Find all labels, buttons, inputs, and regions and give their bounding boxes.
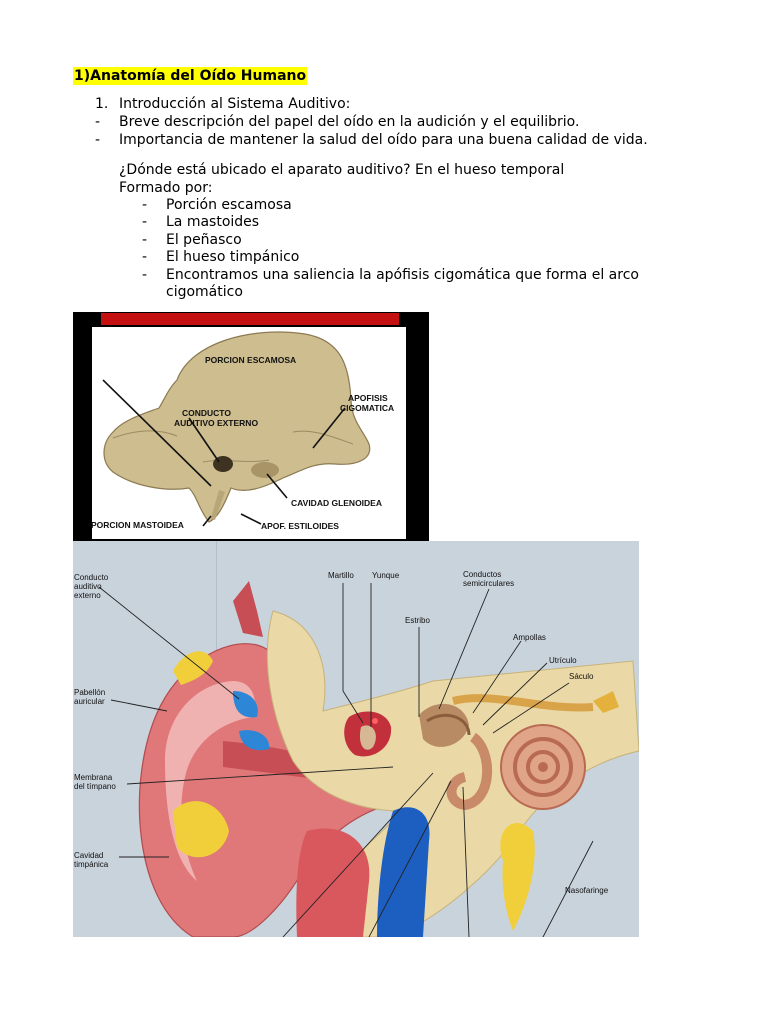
parts-list [142,197,646,301]
location-question: ¿Dónde está ubicado el aparato auditivo? En el hueso temporal [119,162,565,178]
list-item [95,131,648,149]
label-yunque: Yunque [372,571,400,580]
location-paragraph [119,162,564,197]
label-pabellon: Pabellón [74,688,106,697]
list-dash: - [142,266,148,283]
label-saculo: Sáculo [569,672,594,681]
list-item-text: Importancia de mantener la salud del oído para una buena calidad de vida. [119,132,648,148]
list-item-text: Breve descripción del papel del oído en la audición y el equilibrio. [119,114,580,130]
list-item [95,95,648,113]
label-ampollas: Ampollas [513,633,546,642]
list-item [142,214,646,231]
list-dash: - [95,114,101,130]
list-dash: - [142,249,148,266]
list-item [95,113,648,131]
temporal-bone-figure [73,312,429,542]
label-utriculo: Utrículo [549,656,577,665]
list-item-text: El hueso timpánico [166,249,300,266]
label-cavidad: Cavidad [74,851,104,860]
label-porcion-mastoidea: PORCION MASTOIDEA [91,520,184,530]
label-semicirculares: semicirculares [463,579,515,588]
label-timpanica: timpánica [74,860,109,869]
label-conducto: CONDUCTO [182,408,231,418]
label-cigomatica: CIGOMATICA [340,403,395,413]
list-item [142,197,646,214]
list-item-text: La mastoides [166,214,260,231]
list-item-text: Porción escamosa [166,197,292,213]
list-item-text: El peñasco [166,231,242,248]
label-martillo: Martillo [328,571,354,580]
list-item [142,232,646,249]
list-item [142,267,646,302]
formed-by-label: Formado por: [119,179,213,196]
section-heading: 1)Anatomía del Oído Humano [74,68,307,84]
label-auditivo-externo: AUDITIVO EXTERNO [174,418,259,428]
label-porcion-escamosa: PORCION ESCAMOSA [205,355,297,365]
label-auditivo: auditivo [74,582,102,591]
list-dash: - [142,214,148,231]
list-dash: - [142,197,148,213]
figure-top-band [101,313,399,325]
list-dash: - [142,231,148,248]
label-membrana: Membrana [74,773,113,782]
label-estribo: Estribo [405,616,430,625]
label-del-timpano: del tímpano [74,782,116,791]
label-apofisis: APOFISIS [348,393,388,403]
label-nasofaringe: Nasofaringe [565,886,609,895]
ear-anatomy-figure [73,541,639,937]
list-item [142,249,646,266]
label-apof-estiloides: APOF. ESTILOIDES [261,521,339,531]
label-externo: externo [74,591,101,600]
label-auricular: auricular [74,697,105,706]
list-number: 1. [95,96,109,112]
label-cavidad-glenoidea: CAVIDAD GLENOIDEA [291,498,382,508]
list-item-text: Introducción al Sistema Auditivo: [119,96,351,112]
list-item-text: Encontramos una saliencia la apófisis cigomática que forma el arco cigomático [166,266,639,301]
list-dash: - [95,132,101,148]
label-conducto: Conducto [74,573,109,582]
label-conductos: Conductos [463,570,502,579]
intro-list [95,95,648,149]
